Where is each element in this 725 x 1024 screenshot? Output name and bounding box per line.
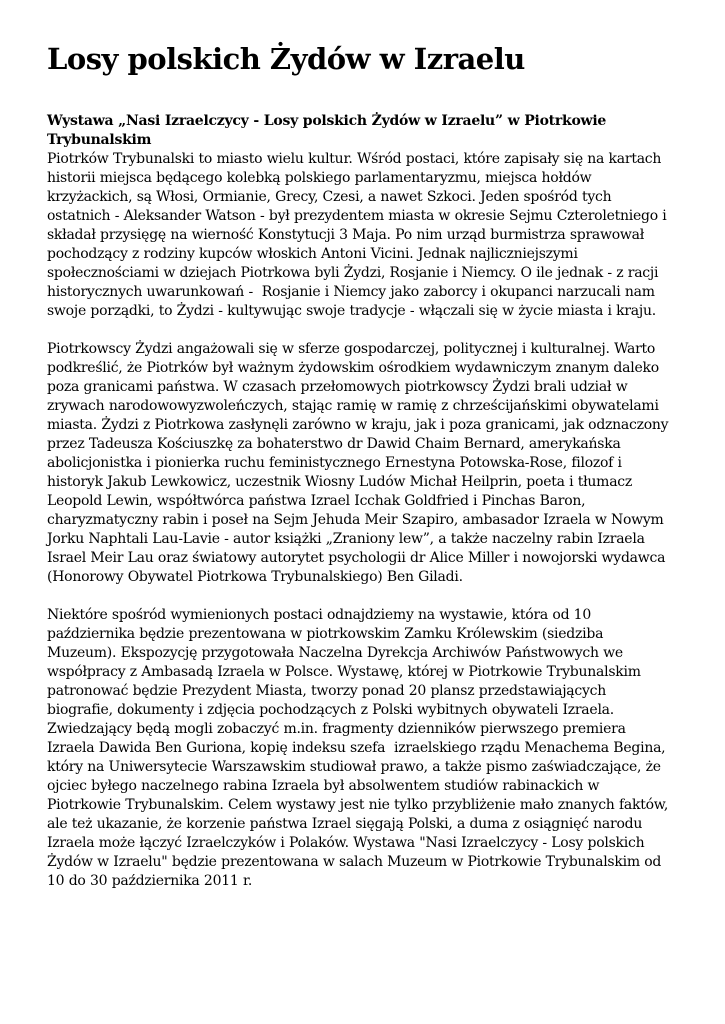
paragraph-intro	[47, 112, 676, 321]
paragraph-people: Piotrkowscy Żydzi angażowali się w sferze gospodarczej, politycznej i kulturalnej. Warto podkreślić, że Piotrków był ważnym żydowskim ośrodkiem wydawniczym znanym daleko poza granicami państwa. W czasach przełomowych piotrkowscy Żydzi brali udział w zrywach narodowowyzwoleńczych, stając ramię w ramię z chrześcijańskimi obywatelami miasta. Żydzi z Piotrkowa zasłynęli zarówno w kraju, jak i poza granicami, jak odznaczony przez Tadeusza Kościuszkę za bohaterstwo dr Dawid Chaim Bernard, amerykańska abolicjonistka i pionierka ruchu feministycznego Ernestyna Potowska-Rose, filozof i historyk Jakub Lewkowicz, uczestnik Wiosny Ludów Michał Heilprin, poeta i tłumacz Leopold Lewin, współtwórca państwa Izrael Icchak Goldfried i Pinchas Baron, charyzmatyczny rabin i poseł na Sejm Jehuda Meir Szapiro, ambasador Izraela w Nowym Jorku Naphtali Lau-Lavie - autor książki „Zraniony lew”, a także naczelny rabin Izraela Israel Meir Lau oraz światowy autorytet psychologii dr Alice Miller i nowojorski wydawca (Honorowy Obywatel Piotrkowa Trybunalskiego) Ben Giladi.	[47, 341, 673, 586]
paragraph-intro-text: Piotrków Trybunalski to miasto wielu kultur. Wśród postaci, które zapisały się na kartach historii miejsca będącego kolebką polskiego parlamentaryzmu, miejsca hołdów krzyżackich, są Włosi, Ormianie, Grecy, Czesi, a nawet Szkoci. Jeden spośród tych ostatnich - Aleksander Watson - był prezydentem miasta w okresie Sejmu Czteroletniego i składał przysięgę na wierność Konstytucji 3 Maja. Po nim urząd burmistrza sprawował pochodzący z rodziny kupców włoskich Antoni Vicini. Jednak najliczniejszymi społecznościami w dziejach Piotrkowa byli Żydzi, Rosjanie i Niemcy. O ile jednak - z racji historycznych uwarunkowań - Rosjanie i Niemcy jako zaborcy i okupanci narzucali nam swoje porządki, to Żydzi - kultywując swoje tradycje - włączali się w życie miasta i kraju.	[47, 151, 671, 320]
article-lead-heading: Wystawa „Nasi Izraelczycy - Losy polskich Żydów w Izraelu” w Piotrkowie Trybunalskim	[47, 113, 611, 149]
article-body	[47, 112, 676, 891]
paragraph-exhibition: Niektóre spośród wymienionych postaci odnajdziemy na wystawie, która od 10 października będzie prezentowana w piotrkowskim Zamku Królewskim (siedziba Muzeum). Ekspozycję przygotowała Naczelna Dyrekcja Archiwów Państwowych we współpracy z Ambasadą Izraela w Polsce. Wystawę, której w Piotrkowie Trybunalskim patronować będzie Prezydent Miasta, tworzy ponad 20 plansz przedstawiających biografie, dokumenty i zdjęcia pochodzących z Polski wybitnych obywateli Izraela. Zwiedzający będą mogli zobaczyć m.in. fragmenty dzienników pierwszego premiera Izraela Dawida Ben Guriona, kopię indeksu szefa izraelskiego rządu Menachema Begina, który na Uniwersytecie Warszawskim studiował prawo, a także pismo zaświadczające, że ojciec byłego naczelnego rabina Izraela był absolwentem studiów rabinackich w Piotrkowie Trybunalskim. Celem wystawy jest nie tylko przybliżenie mało znanych faktów, ale też ukazanie, że korzenie państwa Izrael sięgają Polski, a duma z osiągnięć narodu Izraela może łączyć Izraelczyków i Polaków. Wystawa "Nasi Izraelczycy - Losy polskich Żydów w Izraelu" będzie prezentowana w salach Muzeum w Piotrkowie Trybunalskim od 10 do 30 października 2011 r.	[47, 607, 673, 890]
page-title: Losy polskich Żydów w Izraelu	[47, 42, 525, 76]
